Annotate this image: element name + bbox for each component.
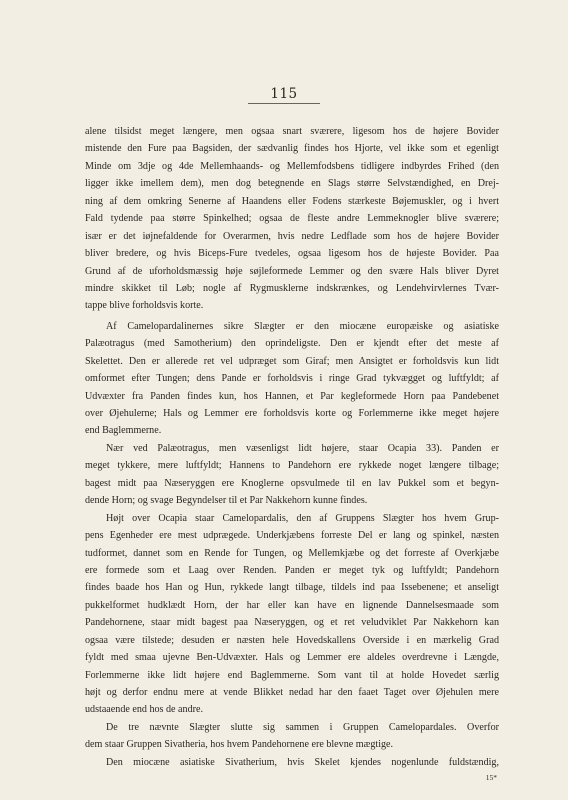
text-line: Af Camelopardalinernes sikre Slægter er den miocæne europæiske og asiatiske — [106, 320, 499, 332]
page-number: 115 — [270, 86, 298, 102]
text-line: bliver bredere, og hvis Biceps-Fure tvedeles, ogsaa ligesom hos de højeste Bovider. Paa — [85, 248, 499, 260]
text-line: meget tykkere, mere luftfyldt; Hannens to Pandehorn ere rykkede noget længere tilbage; — [85, 460, 499, 472]
text-line: tappe blive forholdsvis korte. — [85, 300, 204, 312]
text-line: findes baade hos Han og Hun, rykkede langt tilbage, tildels ind paa Issebenene; et anseligt — [85, 582, 499, 594]
text-line: Grund af de uforholdsmæssig høje søjleformede Lemmer og den svære Hals bliver Dyret — [85, 265, 499, 277]
text-line: De tre nævnte Slægter slutte sig sammen i Gruppen Camelopardales. Overfor — [106, 721, 499, 733]
text-line: pukkelformet hudklædt Horn, der har eller kan have en lignende Dannelsesmaade som — [85, 599, 499, 611]
text-line: fyldt med smaa ujevne Ben-Udvæxter. Hals og Lemmer ere aldeles overdrevne i Længde, — [85, 652, 499, 664]
text-line: ligger ikke imellem dem), men dog betegnende en Slags større Selvstændighed, en Drej- — [85, 178, 499, 190]
text-line: Nær ved Palæotragus, men væsenligst lidt højere, staar Ocapia 33). Panden er — [106, 442, 499, 454]
text-line: omformet efter Tungen; dens Pande er forholdsvis i ringe Grad tykvægget og luftfyldt; af — [85, 373, 499, 385]
text-line: dem staar Gruppen Sivatheria, hos hvem Pandehornene ere blevne mægtige. — [85, 739, 394, 751]
text-line: Den miocæne asiatiske Sivatherium, hvis Skelet kjendes nogenlunde fuldstændig, — [106, 756, 499, 768]
text-line: Skelettet. Den er allerede ret vel udpræget som Giraf; men Ansigtet er forholdsvis kun lidt — [85, 355, 499, 367]
text-line: ere formede som et Laag over Renden. Panden er meget tyk og luftfyldt; Pandehorn — [85, 564, 499, 576]
text-line: over Øjehulerne; Hals og Lemmer ere forholdsvis korte og Forlemmerne ikke meget højere — [85, 408, 499, 419]
text-line: tudformet, dannet som en Rende for Tungen, og Mellemkjæbe og det forreste af Overkjæbe — [85, 547, 499, 559]
text-line: pens Egenheder ere mest udprægede. Underkjæbens forreste Del er lang og spinkel, næsten — [85, 530, 499, 542]
text-line: dende Horn; og svage Begyndelser til et Par Nakkehorn kunne findes. — [85, 495, 368, 507]
text-line: Højt over Ocapia staar Camelopardalis, den af Gruppens Slægter hos hvem Grup- — [106, 512, 499, 524]
text-line: især er det iøjnefaldende for Overarmen, hvis nedre Ledflade som hos de højere Bovider — [85, 230, 499, 242]
text-line: mistende den Fure paa Bagsiden, der sædvanlig findes hos Hjorte, vel ikke som et egenligt — [85, 143, 499, 155]
text-line: ogsaa være tilstede; desuden er næsten hele Hovedskallens Overside i en mærkelig Grad — [85, 634, 499, 646]
text-line: udstaaende end hos de andre. — [85, 704, 203, 716]
text-line: bagest midt paa Næseryggen ere Knoglerne opsvulmede til en lav Pukkel som et begyn- — [85, 477, 499, 489]
text-line: højt og derfor endnu mere at vende Blikket nedad har den faaet Taget over Øjehulen mere — [85, 687, 499, 698]
text-line: alene tilsidst meget længere, men ogsaa snart sværere, ligesom hos de højere Bovider — [85, 126, 499, 137]
text-line: end Baglemmerne. — [85, 425, 162, 437]
text-line: Minde om 3dje og 4de Mellemhaands- og Mellemfodsbens tidligere indbyrdes Frihed (den — [85, 160, 499, 172]
signature-mark: 15* — [485, 773, 497, 783]
text-line: Pandehornene, staar midt bagest paa Næseryggen, og et ret veludviklet Par Nakkehorn kan — [85, 617, 499, 629]
text-line: Forlemmerne ikke lidt højere end Baglemmerne. Som vant til at holde Hovedet særlig — [85, 669, 499, 681]
text-line: mindre skikket til Løb; nogle af Rygmusklerne indskrænkes, og Lendehvirvlernes Tvær- — [85, 282, 499, 294]
text-line: Palæotragus (med Samotherium) den oprindeligste. Den er kjendt efter det meste af — [85, 338, 499, 350]
body-text — [85, 123, 499, 784]
header-rule — [248, 103, 320, 104]
text-line: Fald tydende paa større Spinkelhed; ogsaa de fleste andre Lemmeknogler blive sværere; — [85, 213, 499, 225]
text-line: ning af dem omkring Senerne af Haandens eller Fodens stærkeste Bøjemuskler, og i hvert — [85, 195, 499, 207]
text-line: Udvæxter fra Panden findes kun, hos Hannen, et Par kegleformede Horn paa Pandebenet — [85, 390, 499, 402]
